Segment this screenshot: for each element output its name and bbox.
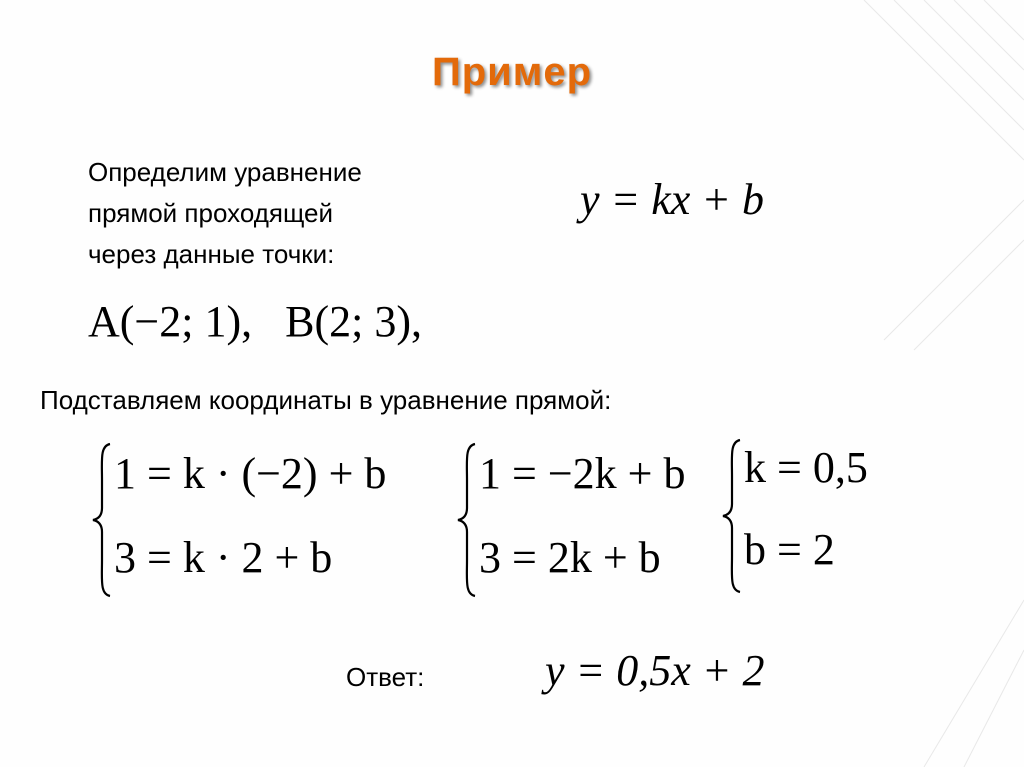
intro-line-3: через данные точки: <box>88 239 335 269</box>
substitute-text: Подставляем координаты в уравнение прямой: <box>40 385 612 415</box>
system-3-row-2: b = 2 <box>744 525 835 574</box>
brace-icon <box>90 440 114 600</box>
background-decoration <box>824 0 1024 767</box>
point-a: A(−2; 1), <box>88 297 253 346</box>
intro-text <box>88 152 458 275</box>
slide-title: Пример <box>431 50 593 94</box>
equation-system-2 <box>455 440 695 600</box>
equation-system-3 <box>720 436 900 596</box>
brace-icon <box>455 440 479 600</box>
system-1-row-1: 1 = k · (−2) + b <box>114 449 387 498</box>
given-points <box>88 296 444 347</box>
answer-equation: y = 0,5x + 2 <box>545 646 765 695</box>
equation-system-1 <box>90 440 390 600</box>
intro-line-2: прямой проходящей <box>88 198 334 228</box>
brace-icon <box>720 436 744 596</box>
point-b: B(2; 3), <box>285 297 423 346</box>
system-1-row-2: 3 = k · 2 + b <box>114 533 333 582</box>
answer-label: Ответ: <box>346 662 425 692</box>
system-2-row-1: 1 = −2k + b <box>479 449 686 498</box>
intro-line-1: Определим уравнение <box>88 157 362 187</box>
system-2-row-2: 3 = 2k + b <box>479 533 661 582</box>
system-3-row-1: k = 0,5 <box>744 443 868 492</box>
general-line-equation: y = kx + b <box>580 175 764 224</box>
